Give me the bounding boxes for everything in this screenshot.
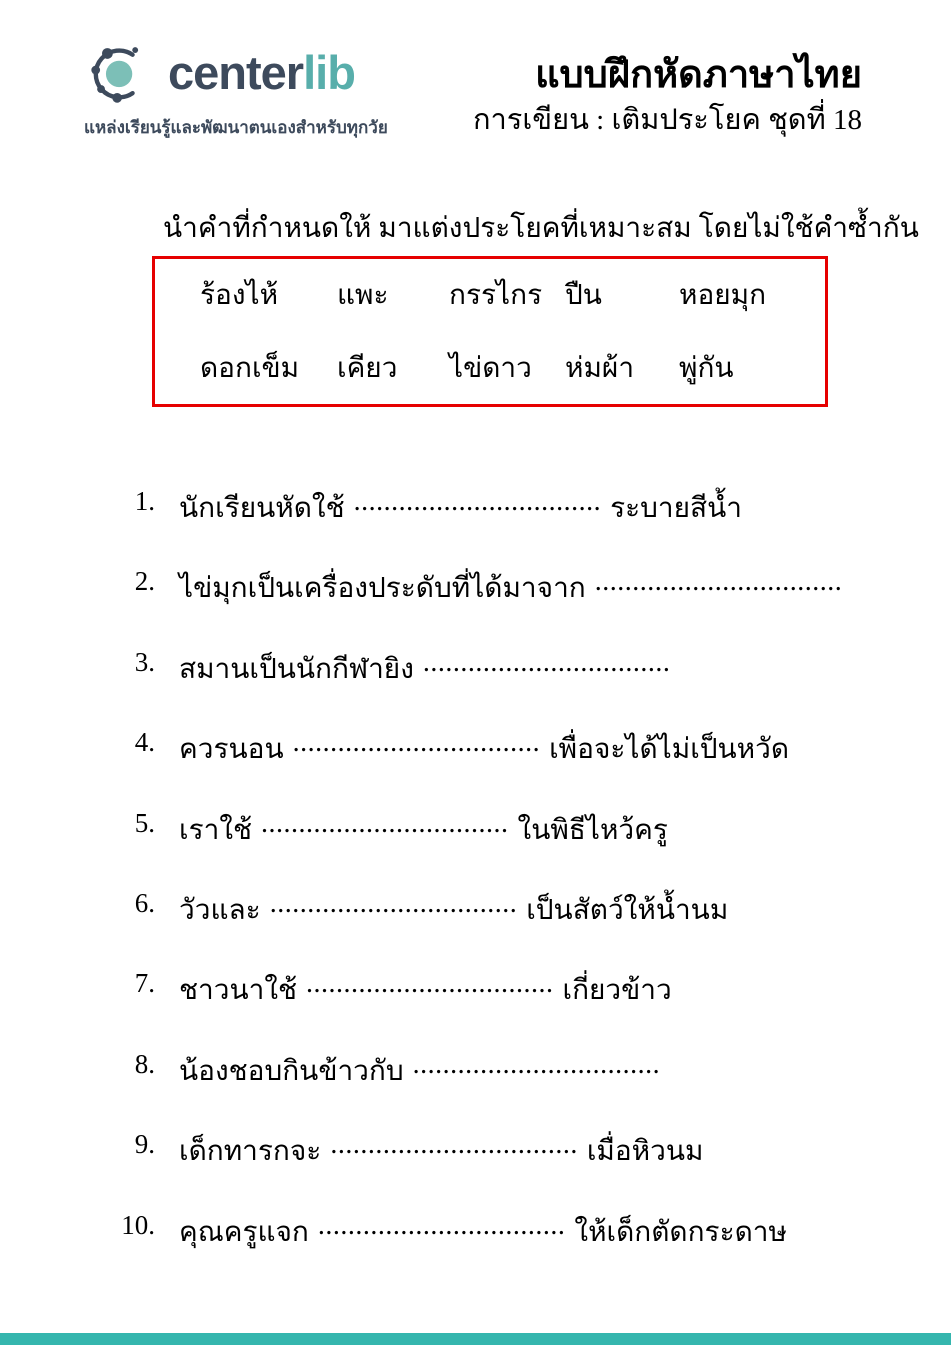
- word-bank-row-2: [155, 332, 825, 405]
- item-text-before: น้องชอบกินข้าวกับ: [179, 1055, 404, 1087]
- item-text-before: ควรนอน: [179, 734, 284, 766]
- item-text-before: เราใช้: [179, 814, 253, 846]
- word-bank-word: ดอกเข็ม: [200, 352, 300, 384]
- question-item-7: [0, 956, 951, 1036]
- item-text-before: สมานเป็นนักกีฬายิง: [179, 653, 414, 685]
- word-bank-word: พู่กัน: [679, 352, 734, 384]
- logo-tagline: แหล่งเรียนรู้และพัฒนาตนเองสำหรับทุกวัย: [84, 118, 388, 137]
- item-number: 3.: [134, 646, 155, 677]
- page-subtitle: การเขียน : เติมประโยค ชุดที่ 18: [472, 103, 862, 136]
- fill-in-blank: .................................: [594, 566, 843, 598]
- question-list: [0, 474, 951, 1278]
- item-text-after: ให้เด็กตัดกระดาษ: [574, 1216, 787, 1248]
- item-text-after: เพื่อจะได้ไม่เป็นหวัด: [549, 734, 790, 766]
- word-bank-word: ปืน: [565, 280, 602, 312]
- question-item-8: [0, 1037, 951, 1117]
- page-title: แบบฝึกหัดภาษาไทย: [535, 54, 862, 96]
- fill-in-blank: .................................: [353, 486, 602, 517]
- word-bank-word: ร้องไห้: [200, 280, 279, 312]
- fill-in-blank: .................................: [422, 646, 671, 678]
- brand-wordmark: [168, 45, 355, 99]
- item-number: 4.: [134, 727, 155, 758]
- item-number: 5.: [134, 807, 155, 838]
- word-bank-box: [152, 256, 828, 407]
- fill-in-blank: .................................: [261, 807, 509, 839]
- fill-in-blank: .................................: [317, 1209, 566, 1241]
- brand-part-center: center: [168, 45, 304, 99]
- item-number: 2.: [134, 566, 155, 597]
- item-number: 8.: [134, 1048, 155, 1079]
- item-text-before: ไข่มุกเป็นเครื่องประดับที่ได้มาจาก: [179, 573, 586, 605]
- question-item-5: [0, 796, 951, 876]
- item-number: 6.: [134, 887, 155, 918]
- item-text-after: เป็นสัตว์ให้น้ำนม: [526, 894, 729, 926]
- word-bank-row-1: [155, 259, 825, 332]
- fill-in-blank: .................................: [269, 887, 518, 919]
- question-item-10: [0, 1198, 951, 1278]
- item-text-before: คุณครูแจก: [179, 1216, 309, 1248]
- instruction-text: นำคำที่กำหนดให้ มาแต่งประโยคที่เหมาะสม โดยไม่ใช้คำซ้ำกัน: [163, 213, 919, 244]
- brand-part-lib: lib: [303, 45, 355, 99]
- logo: [84, 34, 388, 141]
- item-number: 9.: [134, 1129, 155, 1160]
- centerlib-logo-icon: [84, 34, 162, 110]
- question-item-9: [0, 1117, 951, 1197]
- header: [473, 52, 862, 138]
- word-bank-word: หอยมุก: [679, 280, 767, 312]
- word-bank-word: ห่มผ้า: [565, 352, 635, 384]
- item-number: 10.: [121, 1209, 155, 1240]
- fill-in-blank: .................................: [306, 968, 554, 1000]
- question-item-4: [0, 715, 951, 795]
- item-text-after: ในพิธีไหว้ครู: [517, 814, 668, 846]
- item-text-after: ระบายสีน้ำ: [610, 493, 743, 524]
- item-text-before: นักเรียนหัดใช้: [179, 493, 345, 524]
- question-item-1: [0, 474, 951, 554]
- item-text-before: ชาวนาใช้: [179, 975, 297, 1007]
- footer-accent-bar: [0, 1333, 951, 1345]
- question-item-3: [0, 635, 951, 715]
- fill-in-blank: .................................: [330, 1129, 578, 1161]
- question-item-2: [0, 554, 951, 634]
- item-text-before: เด็กทารกจะ: [179, 1136, 322, 1168]
- fill-in-blank: .................................: [292, 727, 541, 759]
- word-bank-word: แพะ: [337, 280, 389, 312]
- question-item-6: [0, 876, 951, 956]
- word-bank-word: กรรไกร: [449, 280, 543, 312]
- item-number: 1.: [134, 486, 155, 516]
- item-text-after: เกี่ยวข้าว: [562, 975, 672, 1007]
- word-bank-word: เคียว: [337, 352, 398, 384]
- item-number: 7.: [134, 968, 155, 999]
- item-text-before: วัวและ: [179, 894, 261, 926]
- word-bank-word: ไข่ดาว: [449, 352, 532, 384]
- fill-in-blank: .................................: [412, 1048, 661, 1080]
- item-text-after: เมื่อหิวนม: [586, 1136, 704, 1168]
